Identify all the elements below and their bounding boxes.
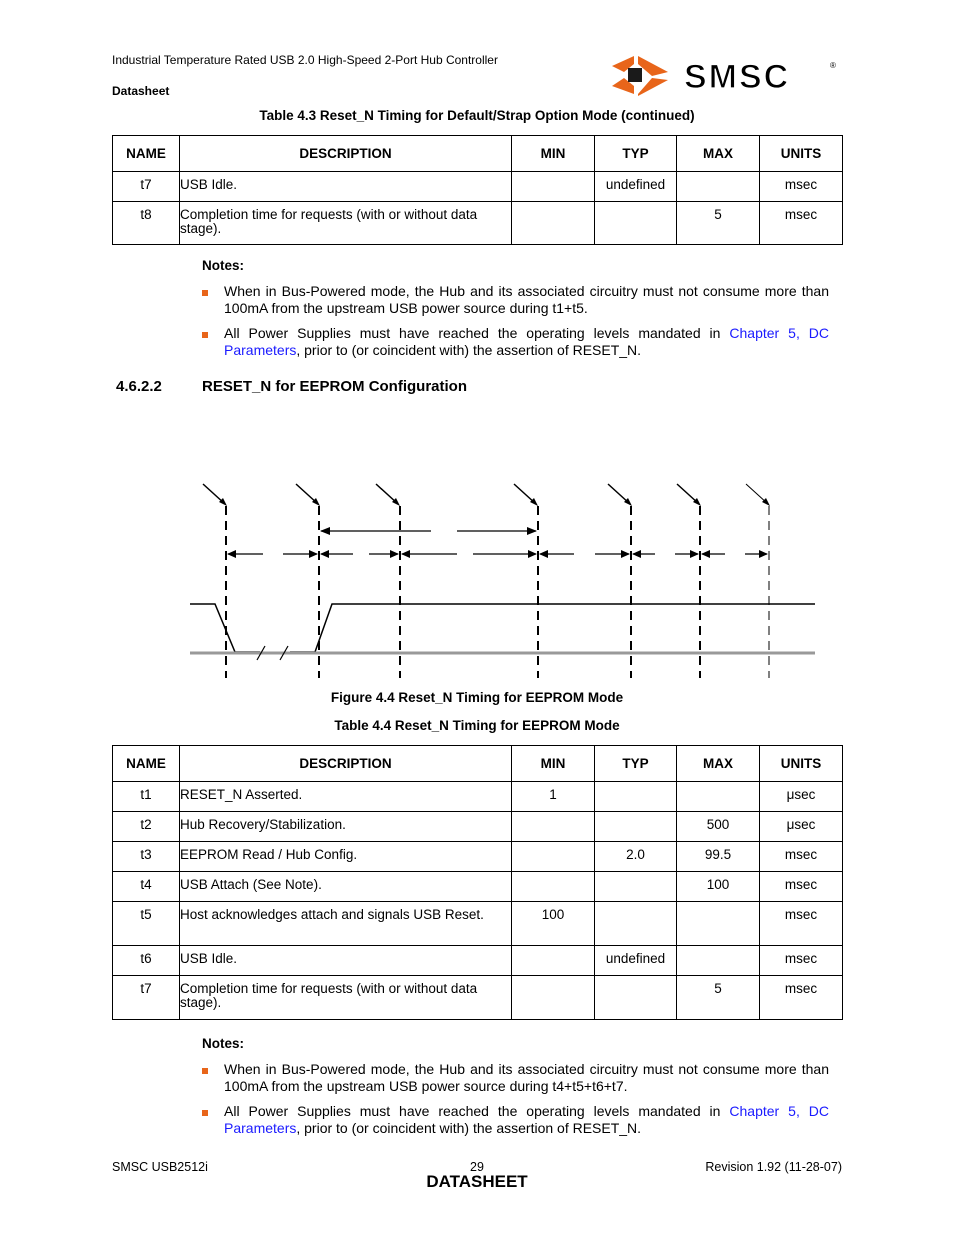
cell-description: Completion time for requests (with or without data stage).: [180, 976, 512, 1020]
table-row: [113, 946, 843, 976]
cell-name: t5: [113, 902, 180, 946]
col-max-header: MAX: [677, 746, 760, 782]
table2-caption: Table 4.4 Reset_N Timing for EEPROM Mode: [334, 718, 620, 733]
smsc-logo: [608, 52, 840, 98]
col-description-header: DESCRIPTION: [180, 746, 512, 782]
cell-description: Host acknowledges attach and signals USB Reset.: [180, 902, 512, 946]
logo-mark-icon: [612, 56, 668, 96]
footer-product: SMSC USB2512i: [112, 1160, 208, 1174]
section-title: RESET_N for EEPROM Configuration: [202, 378, 468, 395]
note-item: When in Bus-Powered mode, the Hub and its associated circuitry must not consume more than 100mA from the upstream USB power source during t4+t5+t6+t7.: [224, 1061, 829, 1094]
cell-name: t6: [113, 946, 180, 976]
cell-typ: 2.0: [595, 842, 677, 872]
logo-registered-mark: ®: [830, 61, 836, 70]
cell-description: EEPROM Read / Hub Config.: [180, 842, 512, 872]
note-text: All Power Supplies must have reached the operating levels mandated in: [224, 325, 730, 341]
cell-units: msec: [760, 946, 843, 976]
table2-header-row: [113, 746, 843, 782]
cell-max: [677, 782, 760, 812]
col-max-header: MAX: [677, 136, 760, 172]
cell-min: [512, 976, 595, 1020]
cell-units: μsec: [760, 782, 843, 812]
cell-min: [512, 946, 595, 976]
note-text: , prior to (or coincident with) the assertion of RESET_N.: [296, 1120, 642, 1136]
col-min-header: MIN: [512, 746, 595, 782]
cell-typ: [595, 976, 677, 1020]
cell-max: [677, 172, 760, 202]
logo-text: SMSC: [684, 58, 791, 96]
note-item: [224, 1103, 829, 1137]
cell-units: msec: [760, 902, 843, 946]
footer-doc-type: DATASHEET: [426, 1172, 528, 1191]
cell-max: 99.5: [677, 842, 760, 872]
cell-max: 5: [677, 976, 760, 1020]
cell-name: t4: [113, 872, 180, 902]
cell-description: USB Idle.: [180, 946, 512, 976]
cell-description: RESET_N Asserted.: [180, 782, 512, 812]
table-row: [113, 812, 843, 842]
cell-typ: [595, 872, 677, 902]
chapter5-link[interactable]: Chapter 5, DC Parameters: [224, 1103, 829, 1136]
cell-typ: undefined: [595, 946, 677, 976]
col-typ-header: TYP: [595, 746, 677, 782]
cell-min: 1: [512, 782, 595, 812]
cell-typ: [595, 812, 677, 842]
table-row: [113, 782, 843, 812]
note-item: [224, 325, 829, 359]
table-row: [113, 202, 843, 245]
table-row: [113, 976, 843, 1020]
cell-name: t1: [113, 782, 180, 812]
notes-label: Notes:: [202, 1036, 245, 1051]
cell-description: Completion time for requests (with or without data stage).: [180, 202, 512, 245]
cell-name: t8: [113, 202, 180, 245]
cell-min: 100: [512, 902, 595, 946]
page-number: 29: [470, 1160, 484, 1174]
cell-max: 5: [677, 202, 760, 245]
col-units-header: UNITS: [760, 136, 843, 172]
cell-name: t7: [113, 976, 180, 1020]
reset-waveform-high: [290, 604, 815, 652]
table2: [112, 745, 843, 1020]
document-title: Industrial Temperature Rated USB 2.0 High-Speed 2-Port Hub Controller: [112, 53, 498, 67]
cell-min: [512, 172, 595, 202]
col-min-header: MIN: [512, 136, 595, 172]
col-name-header: NAME: [113, 746, 180, 782]
cell-typ: [595, 202, 677, 245]
cell-min: [512, 842, 595, 872]
cell-description: USB Idle.: [180, 172, 512, 202]
table-row: [113, 842, 843, 872]
cell-units: msec: [760, 976, 843, 1020]
notes-label: Notes:: [202, 258, 245, 273]
note-item: When in Bus-Powered mode, the Hub and its associated circuitry must not consume more than 100mA from the upstream USB power source during t1+t5.: [224, 283, 829, 316]
table1: [112, 135, 843, 245]
table1-header-row: [113, 136, 843, 172]
table-row: [113, 902, 843, 946]
cell-units: msec: [760, 872, 843, 902]
cell-min: [512, 812, 595, 842]
cell-max: 100: [677, 872, 760, 902]
table1-caption: Table 4.3 Reset_N Timing for Default/Strap Option Mode (continued): [259, 108, 695, 123]
col-units-header: UNITS: [760, 746, 843, 782]
note-text: , prior to (or coincident with) the assertion of RESET_N.: [296, 342, 642, 358]
timing-diagram: [185, 478, 825, 683]
cell-units: μsec: [760, 812, 843, 842]
cell-max: 500: [677, 812, 760, 842]
col-name-header: NAME: [113, 136, 180, 172]
cell-units: msec: [760, 202, 843, 245]
note-text: All Power Supplies must have reached the operating levels mandated in: [224, 1103, 730, 1119]
cell-typ: [595, 902, 677, 946]
footer-revision: Revision 1.92 (11-28-07): [705, 1160, 842, 1174]
cell-min: [512, 872, 595, 902]
cell-typ: undefined: [595, 172, 677, 202]
col-typ-header: TYP: [595, 136, 677, 172]
cell-name: t2: [113, 812, 180, 842]
cell-typ: [595, 782, 677, 812]
cell-description: USB Attach (See Note).: [180, 872, 512, 902]
cell-units: msec: [760, 172, 843, 202]
figure-caption: Figure 4.4 Reset_N Timing for EEPROM Mode: [330, 690, 624, 705]
section-number: 4.6.2.2: [116, 378, 162, 395]
cell-description: Hub Recovery/Stabilization.: [180, 812, 512, 842]
cell-units: msec: [760, 842, 843, 872]
cell-name: t7: [113, 172, 180, 202]
cell-name: t3: [113, 842, 180, 872]
cell-max: [677, 946, 760, 976]
cell-max: [677, 902, 760, 946]
document-subtitle: Datasheet: [112, 84, 170, 98]
table-row: [113, 872, 843, 902]
col-description-header: DESCRIPTION: [180, 136, 512, 172]
cell-min: [512, 202, 595, 245]
table-row: [113, 172, 843, 202]
chapter5-link[interactable]: Chapter 5, DC Parameters: [224, 325, 829, 358]
